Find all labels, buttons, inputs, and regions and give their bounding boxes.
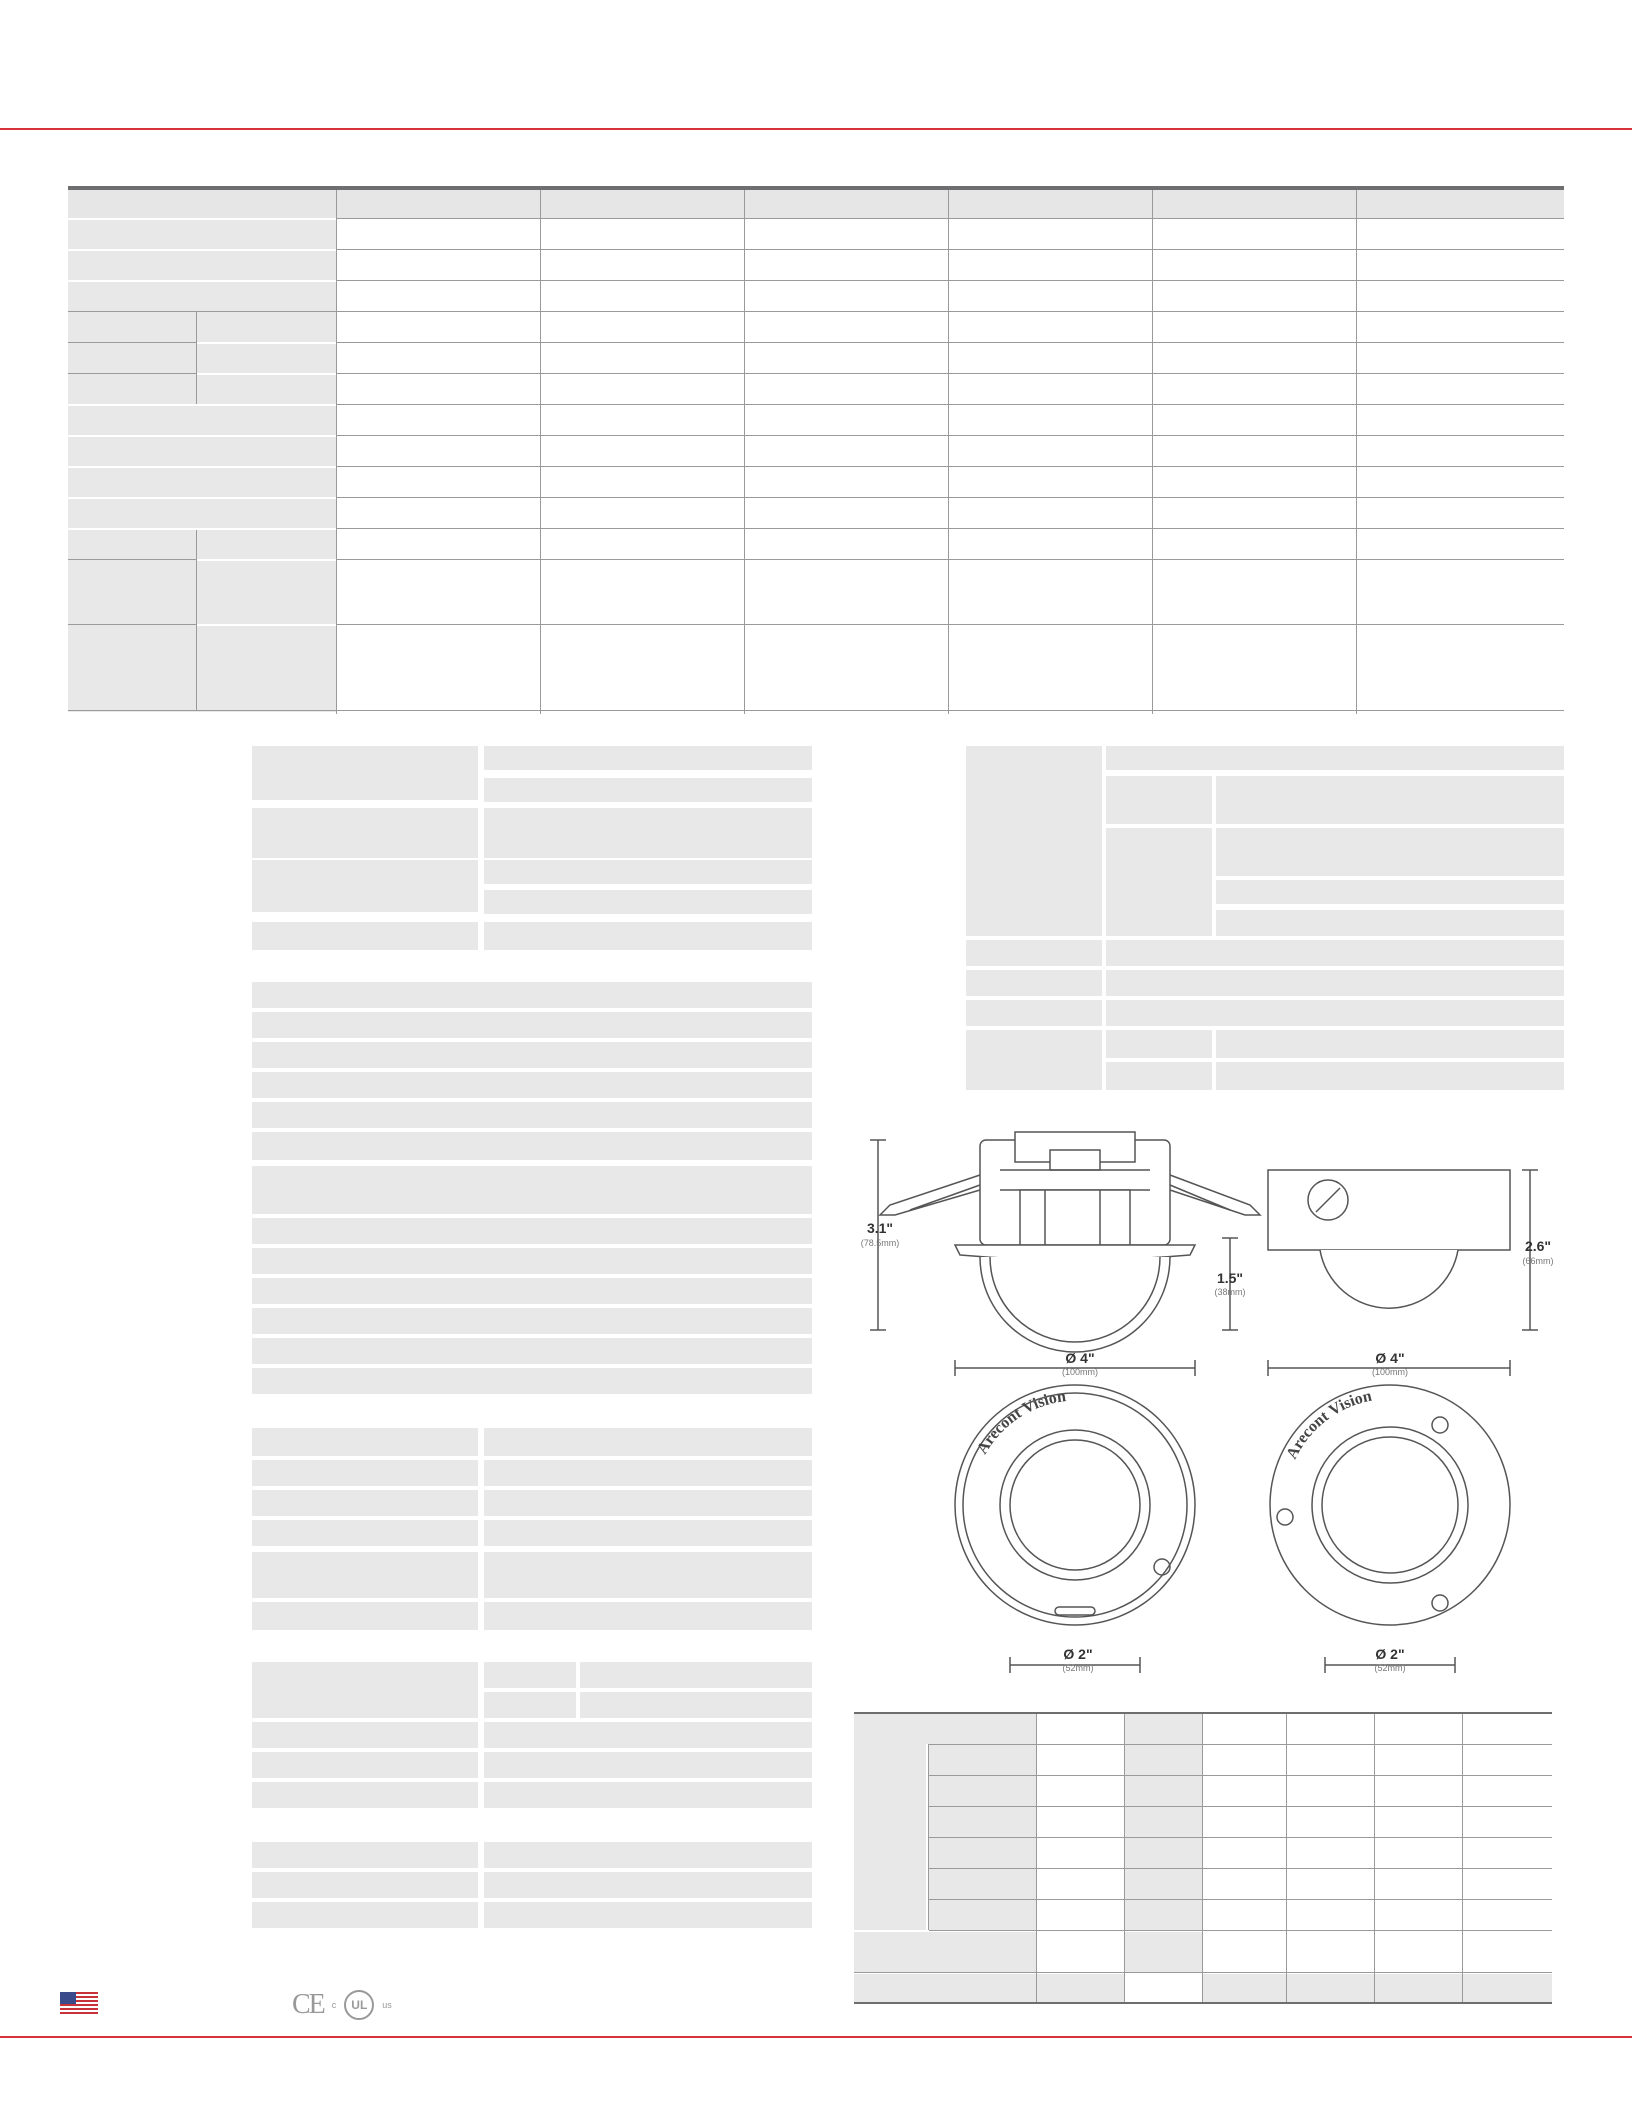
table-col-rule [1152, 190, 1153, 714]
ul-c-label: c [331, 2000, 337, 2010]
bottom-table-header-label [854, 1714, 1036, 1744]
left-block2-row [252, 1102, 812, 1128]
bottom-table-row-rule [929, 1930, 1552, 1931]
left-block2-row [252, 1338, 812, 1364]
right-block-label [966, 1000, 1102, 1026]
left-block1-value [484, 890, 812, 914]
left-block4-value [484, 1722, 812, 1748]
dim-dome-height-mm: (38mm) [1214, 1287, 1246, 1297]
left-block4-label [252, 1722, 478, 1748]
right-block-label [966, 940, 1102, 966]
left-block3-label [252, 1602, 478, 1630]
label-sep [68, 528, 336, 530]
left-block4-val [580, 1662, 812, 1688]
left-block5-value [484, 1872, 812, 1898]
dim-dome-height: 1.5" [1216, 1270, 1244, 1286]
bottom-table-last-row [854, 1974, 1124, 2002]
bottom-table-col-rule [1124, 1714, 1125, 2002]
bottom-table-col-rule [1036, 1714, 1037, 2002]
brand-logo-left: Arecont Vision [973, 1388, 1068, 1458]
right-block-val [1216, 776, 1564, 824]
right-block-val [1216, 880, 1564, 904]
bottom-table-mid-col [1124, 1932, 1202, 1972]
table-col-rule [948, 190, 949, 714]
table-col-rule [540, 190, 541, 714]
left-block3-label [252, 1520, 478, 1546]
table-col-rule [336, 190, 337, 714]
label-sep [68, 218, 336, 220]
left-block3-value [484, 1552, 812, 1598]
right-block-label [966, 970, 1102, 996]
right-block-sublabel [1106, 776, 1212, 824]
label-sep [68, 280, 336, 282]
dim-lens-left-mm: (52mm) [1062, 1663, 1094, 1673]
left-block3-value [484, 1490, 812, 1516]
dim-diameter-left-mm: (100mm) [1061, 1367, 1098, 1377]
left-block2-row [252, 1132, 812, 1160]
right-block-row [1106, 746, 1564, 770]
bottom-table-group-label [854, 1744, 926, 1930]
surface-mount-side-view [1268, 1170, 1538, 1376]
bottom-table-col-rule [1462, 1714, 1463, 2002]
right-block-val [1216, 1062, 1564, 1090]
left-block4-label [252, 1782, 478, 1808]
left-block3-label [252, 1428, 478, 1456]
ul-us-label: us [382, 2000, 392, 2010]
left-block5-label [252, 1842, 478, 1868]
label-subsep [197, 373, 336, 375]
table-label-column [68, 218, 336, 712]
left-block5-value [484, 1902, 812, 1928]
left-block2-row [252, 1368, 812, 1394]
table-col-rule [1356, 190, 1357, 714]
label-sep [68, 249, 336, 251]
table-col-rule [744, 190, 745, 714]
left-block4-value [484, 1752, 812, 1778]
bottom-table-row-rule [929, 1744, 1552, 1745]
right-block-row [1106, 1000, 1564, 1026]
dimension-drawings [850, 1130, 1570, 1690]
left-block1-label [252, 922, 478, 950]
dim-diameter-right: Ø 4" [1375, 1350, 1405, 1366]
dim-lens-right: Ø 2" [1375, 1646, 1405, 1662]
table-row-rule [68, 710, 1564, 711]
right-block-sublabel [1106, 828, 1212, 936]
left-block3-value [484, 1460, 812, 1486]
table-subcol-rule [196, 311, 197, 404]
left-block3-label [252, 1460, 478, 1486]
label-sep [68, 435, 336, 437]
ul-listed-icon: UL [344, 1990, 374, 2020]
left-block2-row [252, 982, 812, 1008]
left-block3-value [484, 1520, 812, 1546]
left-block2-row [252, 1248, 812, 1274]
bottom-table-row-rule [929, 1837, 1552, 1838]
label-sep [68, 404, 336, 406]
dim-diameter-right-mm: (100mm) [1371, 1367, 1408, 1377]
right-block-val [1216, 910, 1564, 936]
bottom-table-col-rule [1286, 1714, 1287, 2002]
label-sep [68, 497, 336, 499]
right-block-val [1216, 1030, 1564, 1058]
bottom-table-row-rule [929, 1899, 1552, 1900]
bottom-table-last-row [1202, 1974, 1552, 2002]
left-block3-value [484, 1602, 812, 1630]
flush-mount-side-view [870, 1132, 1260, 1376]
left-block2-row [252, 1218, 812, 1244]
left-block3-label [252, 1490, 478, 1516]
dim-height-left: 3.1" [866, 1220, 894, 1236]
right-block-label [966, 746, 1102, 936]
left-block4-label [252, 1662, 478, 1718]
dim-height-right: 2.6" [1524, 1238, 1552, 1254]
brand-logo-right: Arecont Vision [1283, 1387, 1374, 1462]
left-block2-row [252, 1308, 812, 1334]
left-block4-label [252, 1752, 478, 1778]
label-subsep [197, 559, 336, 561]
right-block-row [1106, 970, 1564, 996]
left-block2-row [252, 1042, 812, 1068]
left-block2-row [252, 1278, 812, 1304]
left-block1-value [484, 778, 812, 802]
bottom-table-row-rule [929, 1806, 1552, 1807]
label-sep [68, 466, 336, 468]
left-block2-row [252, 1072, 812, 1098]
left-block1-value [484, 922, 812, 950]
bottom-table-header-mid [1124, 1714, 1202, 1744]
left-block1-value [484, 808, 812, 858]
bottom-table-row-rule [929, 1868, 1552, 1869]
left-block2-row [252, 1166, 812, 1214]
right-block-sublabel [1106, 1030, 1212, 1058]
bottom-table-bottom-rule [854, 2002, 1552, 2004]
dim-height-right-mm: (66mm) [1522, 1256, 1554, 1266]
left-block1-value [484, 860, 812, 884]
left-block3-value [484, 1428, 812, 1456]
bottom-table-row-rule [854, 1972, 1552, 1973]
bottom-red-rule [0, 2036, 1632, 2038]
bottom-table-row-rule [929, 1775, 1552, 1776]
bottom-table-col-rule [1374, 1714, 1375, 2002]
right-block-sublabel [1106, 1062, 1212, 1090]
left-block1-label [252, 746, 478, 800]
table-header-row [68, 190, 1564, 218]
dim-diameter-left: Ø 4" [1065, 1350, 1095, 1366]
top-red-rule [0, 128, 1632, 130]
dim-lens-left: Ø 2" [1063, 1646, 1093, 1662]
right-block-label [966, 1030, 1102, 1090]
left-block4-val [580, 1692, 812, 1718]
left-block1-value [484, 746, 812, 770]
us-flag-icon [60, 1992, 98, 2016]
right-block-val [1216, 828, 1564, 876]
table-row-rule [68, 311, 1564, 312]
ce-mark-icon: CE [292, 1989, 324, 2020]
dim-lens-right-mm: (52mm) [1374, 1663, 1406, 1673]
left-block1-label [252, 860, 478, 912]
label-subsep [197, 342, 336, 344]
right-block-row [1106, 940, 1564, 966]
left-block5-label [252, 1872, 478, 1898]
bottom-table-col-rule [1202, 1714, 1203, 2002]
bottom-table-row-label [854, 1932, 1036, 1972]
bottom-table-col-rule [928, 1744, 929, 1930]
left-block1-label [252, 808, 478, 858]
left-block4-sub [484, 1692, 576, 1718]
left-block5-label [252, 1902, 478, 1928]
label-subsep [197, 624, 336, 626]
left-block4-value [484, 1782, 812, 1808]
left-block2-row [252, 1012, 812, 1038]
dim-height-left-mm: (78.5mm) [860, 1238, 900, 1248]
main-spec-table [68, 186, 1564, 712]
left-block5-value [484, 1842, 812, 1868]
table-subcol-rule [196, 528, 197, 710]
left-block4-sub [484, 1662, 576, 1688]
certification-marks [292, 1990, 392, 2020]
left-block3-label [252, 1552, 478, 1598]
